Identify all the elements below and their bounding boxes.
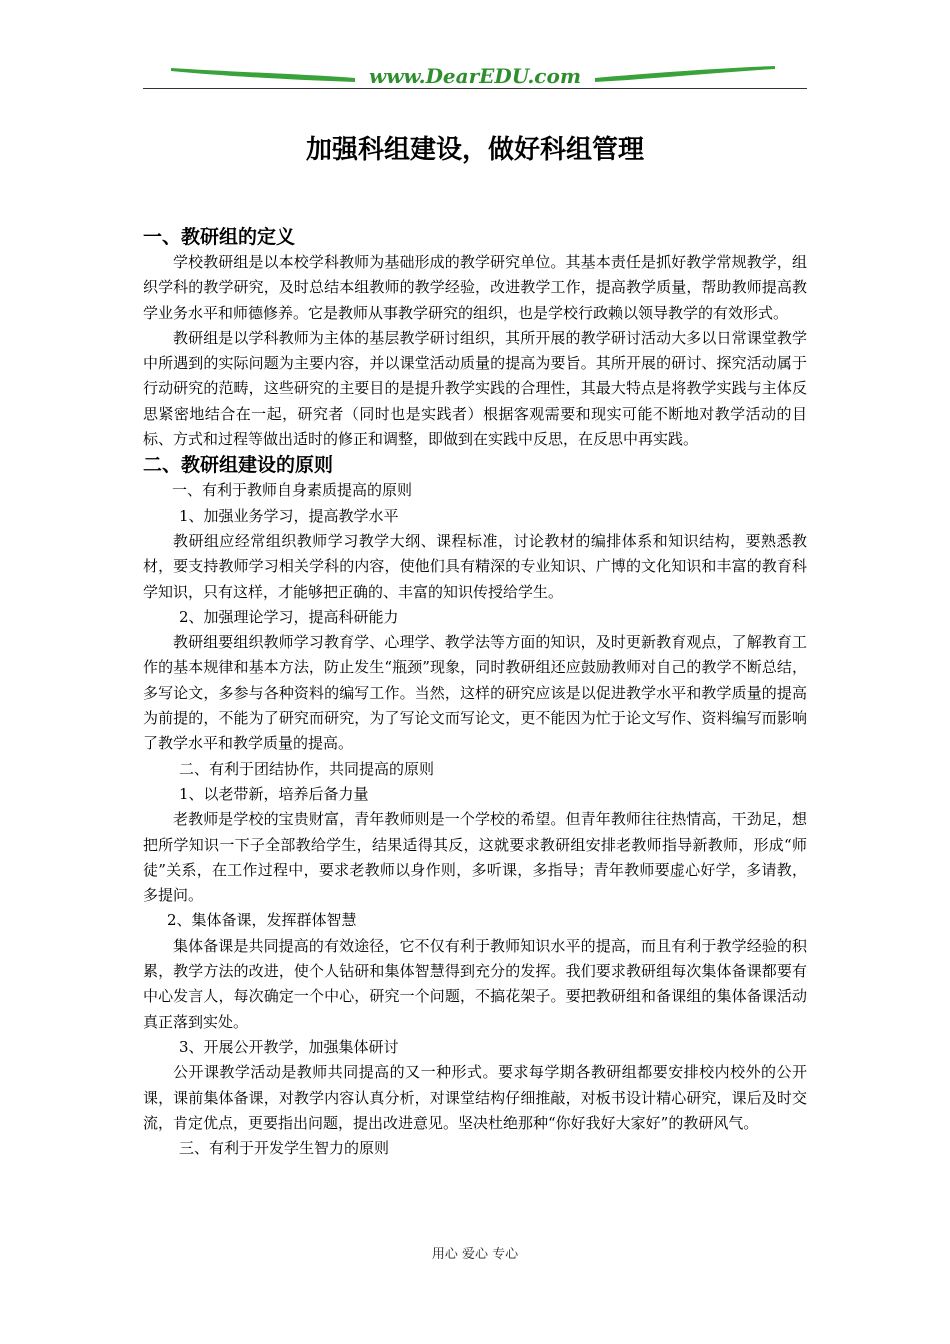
paragraph: 学校教研组是以本校学科教师为基础形成的教学研究单位。其基本责任是抓好教学常规教学，组织学科的教学研究，及时总结本组教师的教学经验，改进教学工作，提高教学质量，帮助教师提高教学业务水平和师德修养。它是教师从事教学研究的组织，也是学校行政赖以领导教学的有效形式。 (143, 253, 807, 322)
principle-title: 二、有利于团结协作，共同提高的原则 (179, 759, 435, 778)
site-header-banner (143, 58, 807, 90)
item-title: 1、加强业务学习，提高教学水平 (179, 506, 399, 525)
section-heading-1: 一、教研组的定义 (143, 226, 296, 248)
paragraph: 教研组要组织教师学习教育学、心理学、教学法等方面的知识，及时更新教育观点，了解教育工作的基本规律和基本方法，防止发生“瓶颈”现象，同时教研组还应鼓励教师对自己的教学不断总结，多写论文，多参与各种资料的编写工作。当然，这样的研究应该是以促进教学水平和教学质量的提高为前提的，不能为了研究而研究，为了写论文而写论文，更不能因为忙于论文写作、资料编写而影响了教学水平和教学质量的提高。 (143, 633, 807, 753)
section-heading-2: 二、教研组建设的原则 (143, 454, 334, 477)
paragraph: 集体备课是共同提高的有效途径，它不仅有利于教师知识水平的提高，而且有利于教学经验的积累，教学方法的改进，使个人钻研和集体智慧得到充分的发挥。我们要求教研组每次集体备课都要有中心发言人，每次确定一个中心，研究一个问题，不搞花架子。要把教研组和备课组的集体备课活动真正落到实处。 (143, 936, 807, 1031)
site-url: www.DearEDU.com (368, 64, 581, 88)
paragraph: 教研组是以学科教师为主体的基层教学研讨组织，其所开展的教学研讨活动大多以日常课堂教学中所遇到的实际问题为主要内容，并以课堂活动质量的提高为要旨。其所开展的研讨、探究活动属于行动研究的范畴，这些研究的主要目的是提升教学实践的合理性，其最大特点是将教学实践与主体反思紧密地结合在一起，研究者（同时也是实践者）根据客观需要和现实可能不断地对教学活动的目标、方式和过程等做出适时的修正和调整，即做到在实践中反思，在反思中再实践。 (143, 328, 807, 449)
item-title: 2、集体备课，发挥群体智慧 (167, 911, 357, 930)
item-title: 1、以老带新，培养后备力量 (179, 784, 369, 803)
paragraph: 公开课教学活动是教师共同提高的又一种形式。要求每学期各教研组都要安排校内校外的公开课，课前集体备课，对教学内容认真分析，对课堂结构仔细推敲，对板书设计精心研究，课后及时交流，肯定优点，更要指出问题，提出改进意见。坚决杜绝那种“你好我好大家好”的教研风气。 (143, 1063, 807, 1132)
document-title: 加强科组建设，做好科组管理 (305, 135, 644, 165)
principle-title: 一、有利于教师自身素质提高的原则 (172, 481, 413, 500)
paragraph: 教研组应经常组织教师学习教学大纲、课程标准，讨论教材的编排体系和知识结构，要熟悉教材，要支持教师学习相关学科的内容，使他们具有精深的专业知识、广博的文化知识和丰富的教育科学知识，只有这样，才能够把正确的、丰富的知识传授给学生。 (143, 531, 807, 601)
header-divider (143, 88, 807, 89)
document-body (143, 224, 807, 1161)
item-title: 3、开展公开教学，加强集体研讨 (179, 1037, 399, 1056)
item-title: 2、加强理论学习，提高科研能力 (179, 607, 399, 626)
principle-title: 三、有利于开发学生智力的原则 (179, 1139, 390, 1158)
page-footer: 用心 爱心 专心 (431, 1247, 519, 1262)
paragraph: 老教师是学校的宝贵财富，青年教师则是一个学校的希望。但青年教师往往热情高，干劲足，想把所学知识一下子全部教给学生，结果适得其反，这就要求教研组安排老教师指导新教师，形成“师徒”关系，在工作过程中，要求老教师以身作则，多听课，多指导；青年教师要虚心好学，多请教，多提问。 (143, 810, 807, 905)
